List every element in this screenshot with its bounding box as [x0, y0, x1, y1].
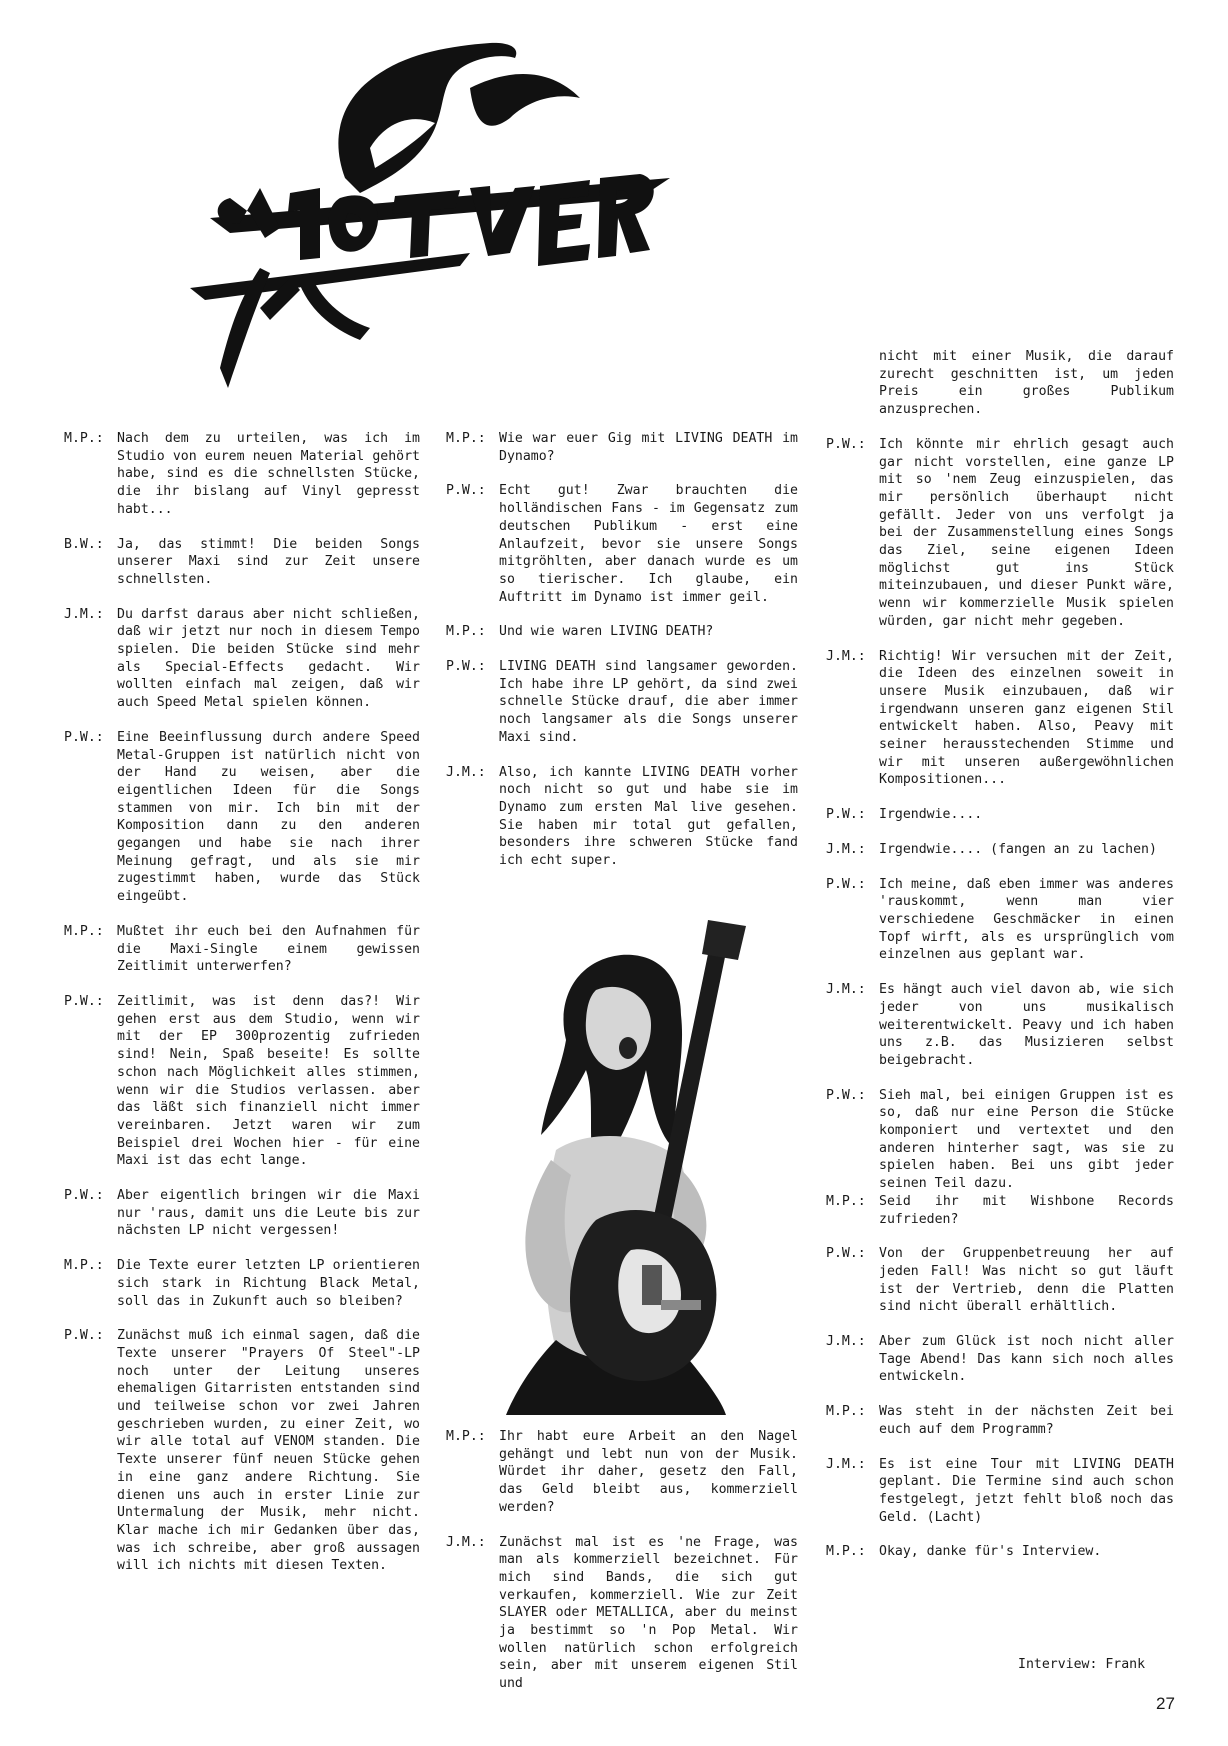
interview-entry	[446, 658, 798, 747]
speaker: J.M.:	[826, 1334, 866, 1350]
entry-text: Nach dem zu urteilen, was ich im Studio von eurem neuen Material gehört habe, sind es die schnellsten Stücke, die ihr bislang auf Vinyl gepresst habt...	[117, 431, 420, 517]
interview-entry	[826, 1087, 1174, 1193]
entry-text: Okay, danke für's Interview.	[879, 1544, 1102, 1560]
speaker: P.W.:	[826, 436, 866, 452]
speaker: J.M.:	[446, 1534, 486, 1550]
entry-text: Und wie waren LIVING DEATH?	[499, 624, 714, 640]
entry-text: Wie war euer Gig mit LIVING DEATH im Dynamo?	[499, 431, 798, 464]
speaker: J.M.:	[446, 764, 486, 780]
interview-entry	[826, 1333, 1174, 1386]
column-1	[64, 430, 420, 1592]
speaker: P.W.:	[446, 659, 486, 675]
speaker: P.W.:	[64, 729, 104, 745]
entry-text: Echt gut! Zwar brauchten die holländischen Fans - im Gegensatz zum deutschen Publikum - erst eine Anlaufzeit, bevor sie unsere Songs mitgröhlten, aber danach wurde es um so tierischer. Ich glaube, ein Auftritt im Dynamo ist immer geil.	[499, 483, 798, 605]
interview-entry	[826, 436, 1174, 631]
entry-text: Zunächst mal ist es 'ne Frage, was man als kommerziell bezeichnet. Für mich sind Bands, die sich gut verkaufen, kommerziell. Wie zur Zeit SLAYER oder METALLICA, aber du meinst ja bestimmt so 'n Pop Metal. Wir wollen natürlich schon erfolgreich sein, aber mit unserem eigenen Stil und	[499, 1534, 798, 1692]
speaker: P.W.:	[826, 1087, 866, 1103]
interview-entry	[446, 764, 798, 870]
entry-text: Ich könnte mir ehrlich gesagt auch gar nicht vorstellen, eine ganze LP mit so 'nem Zeug einzuspielen, das mir persönlich überhaupt nicht gefällt. Jeder von uns verfolgt ja bei der Zusammenstellung eines Songs das Ziel, seine eigenen Ideen möglichst gut ins Stück miteinzubauen, und dieser Punkt wäre, wenn wir kommerzielle Musik spielen würden, gar nicht mehr gegeben.	[879, 436, 1174, 629]
entry-text: Zeitlimit, was ist denn das?! Wir gehen erst aus dem Studio, wenn wir mit der EP 300prozentig zufrieden sind! Nein, Spaß beseite! Es sollte schon nach Möglichkeit alles stimmen, wenn wir die Studios verlassen. aber das läßt sich finanziell nicht immer vereinbaren. Jetzt waren wir zum Beispiel drei Wochen hier - für eine Maxi ist das echt lange.	[117, 993, 420, 1169]
column-2	[446, 430, 798, 887]
interview-entry	[64, 729, 420, 906]
entry-text: Ja, das stimmt! Die beiden Songs unserer Maxi sind zur Zeit unsere schnellsten.	[117, 536, 420, 587]
speaker: J.M.:	[826, 982, 866, 998]
interview-entry	[64, 606, 420, 712]
speaker: P.W.:	[446, 483, 486, 499]
speaker: M.P.:	[826, 1404, 866, 1420]
entry-text: Aber zum Glück ist noch nicht aller Tage Abend! Das kann sich noch alles entwickeln.	[879, 1334, 1174, 1385]
interview-entry	[446, 623, 798, 641]
entry-text: Irgendwie....	[879, 807, 983, 823]
interview-entry	[446, 1534, 798, 1693]
speaker: J.M.:	[826, 841, 866, 857]
interview-entry	[826, 1456, 1174, 1527]
speaker: P.W.:	[64, 1188, 104, 1204]
entry-text: Es hängt auch viel davon ab, wie sich jeder von uns musikalisch weiterentwickelt. Peavy und ich haben uns z.B. das Musizieren selbst beigebracht.	[879, 982, 1174, 1068]
speaker: P.W.:	[64, 993, 104, 1009]
interview-entry	[826, 1245, 1174, 1316]
interview-entry	[64, 923, 420, 976]
entry-text: LIVING DEATH sind langsamer geworden. Ich habe ihre LP gehört, da sind zwei schnelle Stücke drauf, die aber immer noch langsamer als die Songs unserer Maxi sind.	[499, 659, 798, 745]
column-3	[826, 348, 1174, 1578]
speaker: B.W.:	[64, 536, 104, 552]
speaker: J.M.:	[826, 1456, 866, 1472]
speaker: M.P.:	[64, 923, 104, 939]
speaker: M.P.:	[446, 624, 486, 640]
speaker: M.P.:	[446, 431, 486, 446]
entry-text: Ihr habt eure Arbeit an den Nagel gehängt und lebt nun von der Musik. Würdet ihr daher, gesetz den Fall, das Geld bleibt aus, kommerziell werden?	[499, 1429, 798, 1515]
speaker: M.P.:	[826, 1193, 866, 1209]
interview-entry	[446, 482, 798, 606]
entry-text: Eine Beeinflussung durch andere Speed Metal-Gruppen ist natürlich nicht von der Hand zu weisen, aber die eigentlichen Ideen für die Songs stammen von mir. Ich bin mit der Komposition dann zu den anderen gegangen und habe sie nach ihrer Meinung gefragt, und als sie mir zugestimmt haben, wurde das Stück eingeübt.	[117, 729, 420, 905]
speaker: P.W.:	[64, 1328, 104, 1344]
entry-text: Ich meine, daß eben immer was anderes 'rauskommt, wenn man vier verschiedene Geschmäcker in einen Topf wirft, als es ursprünglich vom einzelnen aus geplant war.	[879, 876, 1174, 963]
speaker: J.M.:	[826, 648, 866, 664]
entry-text: Irgendwie.... (fangen an zu lachen)	[879, 841, 1157, 857]
entry-text: Also, ich kannte LIVING DEATH vorher noch nicht so gut und habe sie im Dynamo zum ersten Mal live gesehen. Sie haben mir total gut gefallen, besonders ihre schweren Stücke fand ich echt super.	[499, 764, 798, 869]
speaker: P.W.:	[826, 1246, 866, 1262]
entry-text: Was steht in der nächsten Zeit bei euch auf dem Programm?	[879, 1404, 1174, 1437]
interview-entry	[446, 430, 798, 465]
band-logo-icon	[170, 28, 710, 408]
interview-entry	[826, 648, 1174, 790]
entry-text: Die Texte eurer letzten LP orientieren sich stark in Richtung Black Metal, soll das in Zukunft auch so bleiben?	[117, 1258, 420, 1309]
interview-entry	[64, 430, 420, 519]
speaker: M.P.:	[446, 1429, 486, 1444]
speaker: M.P.:	[826, 1544, 866, 1560]
interview-entry	[826, 806, 1174, 824]
interview-entry	[826, 1193, 1174, 1228]
entry-text: Es ist eine Tour mit LIVING DEATH geplant. Die Termine sind auch schon festgelegt, jetzt fehlt bloß noch das Geld. (Lacht)	[879, 1456, 1174, 1525]
interview-entry	[826, 1403, 1174, 1438]
interview-entry	[64, 1327, 420, 1575]
speaker: P.W.:	[826, 876, 866, 892]
speaker: P.W.:	[826, 807, 866, 823]
entry-text: Sieh mal, bei einigen Gruppen ist es so, daß nur eine Person die Stücke komponiert und vertextet und den anderen hinterher sagt, was sie zu spielen haben. Bei uns gibt jeder seinen Teil dazu.	[879, 1087, 1174, 1192]
interview-entry	[826, 876, 1174, 965]
page-number: 27	[1156, 1694, 1175, 1713]
speaker: M.P.:	[64, 1258, 104, 1274]
entry-text: Zunächst muß ich einmal sagen, daß die Texte unserer "Prayers Of Steel"-LP noch unter der Leitung unseres ehemaligen Gitarristen entstanden sind und teilweise schon vor zwei Jahren geschrieben wurden, zu einer Zeit, wo wir alle total auf VENOM standen. Die Texte unserer fünf neuen Stücke gehen in eine ganz andere Richtung. Sie dienen uns auch in erster Linie zur Untermalung der Musik, mehr nicht. Klar mache ich mir Gedanken über das, was ich schreibe, aber groß aussagen will ich nichts mit diesen Texten.	[117, 1328, 420, 1574]
interview-entry	[826, 1543, 1174, 1561]
interview-credit: Interview: Frank	[1018, 1657, 1146, 1672]
entry-text: Mußtet ihr euch bei den Aufnahmen für die Maxi-Single einem gewissen Zeitlimit unterwerfen?	[117, 923, 420, 975]
column-2-bottom	[446, 1428, 798, 1710]
interview-entry	[826, 841, 1174, 859]
interview-entry	[826, 981, 1174, 1070]
speaker: J.M.:	[64, 606, 104, 622]
interview-entry	[64, 993, 420, 1170]
entry-text: Aber eigentlich bringen wir die Maxi nur 'raus, damit uns die Leute bis zur nächsten LP nicht vergessen!	[117, 1188, 420, 1239]
entry-text: Von der Gruppenbetreuung her auf jeden Fall! Was nicht so gut läuft ist der Vertrieb, denn die Platten sind nicht überall erhältlich.	[879, 1246, 1174, 1315]
continued-text: nicht mit einer Musik, die darauf zurecht geschnitten ist, um jeden Preis ein großes Publikum anzusprechen.	[879, 349, 1174, 418]
guitarist-photo-icon	[446, 920, 798, 1415]
speaker: M.P.:	[64, 431, 104, 446]
entry-text: Richtig! Wir versuchen mit der Zeit, die Ideen des einzelnen soweit in unsere Musik einzubauen, daß wir irgendwann unseren ganz eigenen Stil entwickelt haben. Also, Peavy mit seiner herausstechenden Stimme und wir mit unseren außergewöhnlichen Kompositionen...	[879, 648, 1174, 788]
entry-text: Du darfst daraus aber nicht schließen, daß wir jetzt nur noch in diesem Tempo spielen. Die beiden Stücke sind mehr als Special-Effects gedacht. Wir wollten einfach mal zeigen, daß wir auch Speed Metal spielen können.	[117, 606, 420, 711]
interview-entry	[446, 1428, 798, 1517]
interview-entry	[64, 1257, 420, 1310]
interview-entry	[64, 536, 420, 589]
interview-entry	[64, 1187, 420, 1240]
entry-text: Seid ihr mit Wishbone Records zufrieden?	[879, 1193, 1174, 1227]
